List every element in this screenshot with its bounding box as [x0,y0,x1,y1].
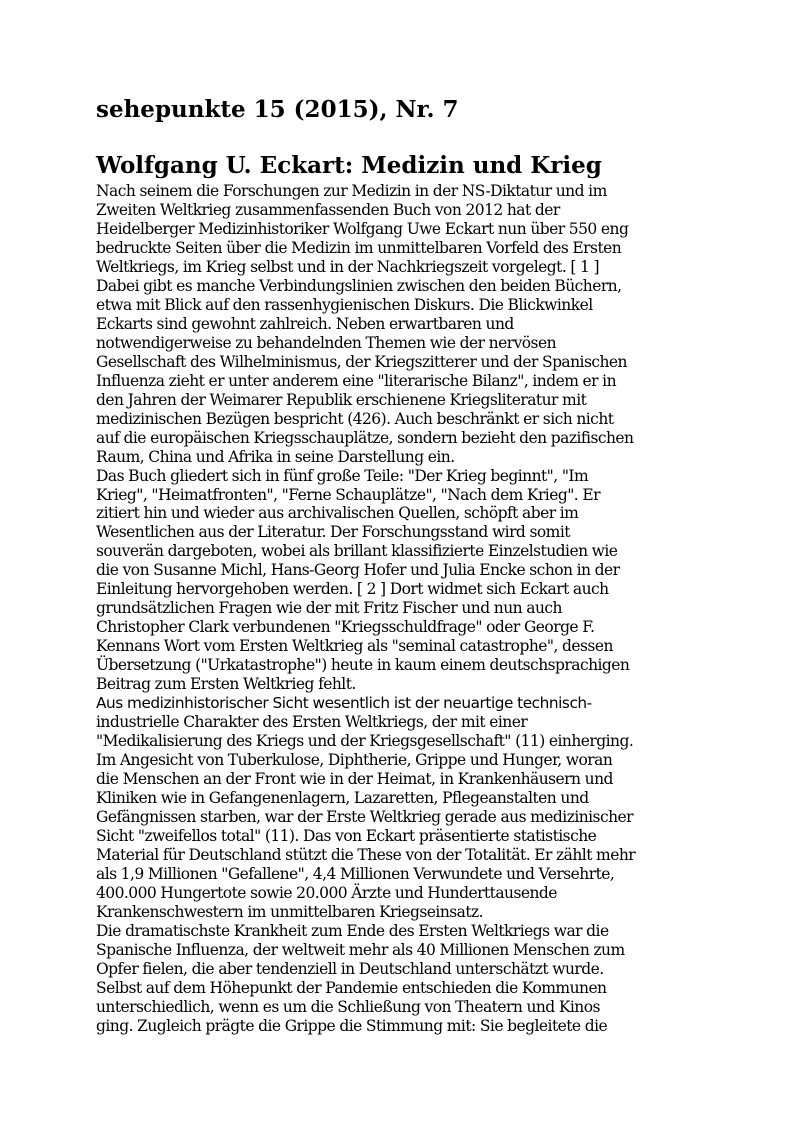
text-line: Nach seinem die Forschungen zur Medizin in der NS-Diktatur und im [96,182,607,200]
text-line: "Medikalisierung des Kriegs und der Kriegsgesellschaft" (11) einherging. [96,732,634,751]
text-line: zitiert hin und wieder aus archivalischen Quellen, schöpft aber im [96,504,579,523]
text-line: Spanische Influenza, der weltweit mehr als 40 Millionen Menschen zum [96,940,625,959]
text-line: Krieg", "Heimatfronten", "Ferne Schauplätze", "Nach dem Krieg". Er [96,485,600,504]
text-line: Im Angesicht von Tuberkulose, Diphtherie, Grippe und Hunger, woran [96,751,613,770]
text-line: medizinischen Bezügen bespricht (426). Auch beschränkt er sich nicht [96,409,614,428]
text-line: die von Susanne Michl, Hans-Georg Hofer und Julia Encke schon in der [96,561,620,580]
text-line: Gesellschaft des Wilhelminismus, der Kriegszitterer und der Spanischen [96,352,627,371]
text-line: notwendigerweise zu behandelnden Themen wie der nervösen [96,333,557,352]
review-body-text [96,182,708,1036]
text-line: Influenza zieht er unter anderem eine "literarische Bilanz", indem er in [96,371,617,390]
text-line: den Jahren der Weimarer Republik erschienene Kriegsliteratur mit [96,390,587,409]
text-line: Krankenschwestern im unmittelbaren Kriegseinsatz. [96,902,484,921]
text-line: industrielle Charakter des Ersten Weltkriegs, der mit einer [96,713,528,732]
text-line: Material für Deutschland stützt die These von der Totalität. Er zählt mehr [96,845,636,864]
text-line: Christopher Clark verbundenen "Kriegsschuldfrage" oder George F. [96,618,595,637]
review-title: Wolfgang U. Eckart: Medizin und Krieg [96,152,602,179]
text-line: 400.000 Hungertote sowie 20.000 Ärzte und Hunderttausende [96,883,557,902]
text-line: Beitrag zum Ersten Weltkrieg fehlt. [96,675,356,694]
text-line: Raum, China und Afrika in seine Darstellung ein. [96,447,455,466]
text-line: unterschiedlich, wenn es um die Schließung von Theatern und Kinos [96,997,600,1016]
text-line: Gefängnissen starben, war der Erste Weltkrieg gerade aus medizinischer [96,807,634,826]
text-line: bedruckte Seiten über die Medizin im unmittelbaren Vorfeld des Ersten [96,238,622,257]
text-line: auf die europäischen Kriegsschauplätze, sondern bezieht den pazifischen [96,428,634,447]
text-line: Zweiten Weltkrieg zusammenfassenden Buch von 2012 hat der [96,200,560,219]
text-line: Kliniken wie in Gefangenenlagern, Lazaretten, Pflegeanstalten und [96,789,589,807]
text-line: grundsätzlichen Fragen wie der mit Fritz Fischer und nun auch [96,599,562,618]
text-line: Sicht "zweifellos total" (11). Das von Eckart präsentierte statistische [96,826,597,845]
text-line: Heidelberger Medizinhistoriker Wolfgang Uwe Eckart nun über 550 eng [96,219,629,238]
text-line: Eckarts sind gewohnt zahlreich. Neben erwartbaren und [96,314,514,333]
text-line: als 1,9 Millionen "Gefallene", 4,4 Millionen Verwundete und Versehrte, [96,864,615,883]
text-line: Übersetzung ("Urkatastrophe") heute in kaum einem deutschsprachigen [96,656,630,675]
text-line: die Menschen an der Front wie in der Heimat, in Krankenhäusern und [96,770,613,789]
text-line: Opfer fielen, die aber tendenziell in Deutschland unterschätzt wurde. [96,959,604,978]
text-line: ging. Zugleich prägte die Grippe die Stimmung mit: Sie begleitete die [96,1016,608,1035]
text-line: souverän dargeboten, wobei als brillant klassifizierte Einzelstudien wie [96,542,618,561]
text-line: Das Buch gliedert sich in fünf große Teile: "Der Krieg beginnt", "Im [96,466,589,485]
text-line: Aus medizinhistorischer Sicht wesentlich ist der neuartige technisch- [96,694,592,713]
text-line: Weltkriegs, im Krieg selbst und in der Nachkriegszeit vorgelegt. [ 1 ] [96,257,600,276]
text-line: Wesentlichen aus der Literatur. Der Forschungsstand wird somit [96,523,570,542]
text-line: etwa mit Blick auf den rassenhygienischen Diskurs. Die Blickwinkel [96,295,593,314]
text-line: Die dramatischste Krankheit zum Ende des Ersten Weltkriegs war die [96,921,609,940]
text-line: Kennans Wort vom Ersten Weltkrieg als "seminal catastrophe", dessen [96,637,613,656]
text-line: Einleitung hervorgehoben werden. [ 2 ] Dort widmet sich Eckart auch [96,580,609,599]
journal-issue-heading: sehepunkte 15 (2015), Nr. 7 [96,96,459,123]
text-line: Dabei gibt es manche Verbindungslinien zwischen den beiden Büchern, [96,276,622,295]
text-line: Selbst auf dem Höhepunkt der Pandemie entschieden die Kommunen [96,978,607,997]
